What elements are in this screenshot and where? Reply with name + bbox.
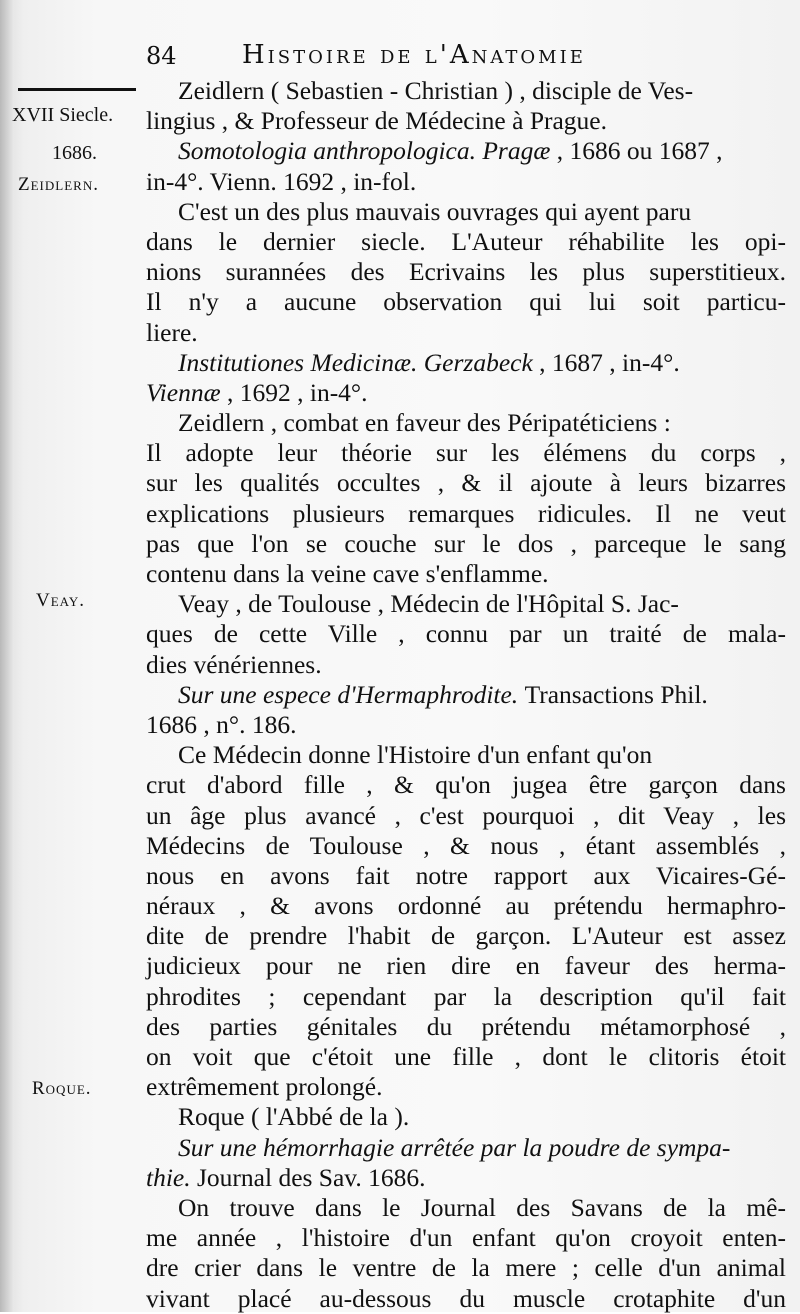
text-line: explications plusieurs remarques ridicules. Il ne veut [146, 498, 786, 528]
text-line: vivant placé au-dessous du muscle crotaphite d'un [146, 1283, 786, 1313]
text-line: crut d'abord fille , & qu'on jugea être garçon dans [146, 770, 786, 800]
text-line: néraux , & avons ordonné au prétendu hermaphro- [146, 891, 786, 921]
text-line: dite de prendre l'habit de garçon. L'Auteur est assez [146, 921, 786, 951]
text-line: dies vénériennes. [146, 649, 322, 679]
text-line: Sur une hémorrhagie arrêtée par la poudre de sympa- [178, 1132, 731, 1162]
text-line: on voit que c'étoit une fille , dont le clitoris étoit [146, 1042, 786, 1071]
text-line: nous en avons fait notre rapport aux Vicaires-Gé- [146, 860, 786, 890]
text-line: nions surannées des Ecrivains les plus superstitieux. [146, 257, 786, 287]
margin-author-veay: Veay. [36, 590, 85, 611]
text-line: liere. [146, 317, 198, 347]
margin-rule [18, 88, 136, 91]
margin-year: 1686. [52, 142, 97, 164]
text-line: thie. Journal des Sav. 1686. [146, 1162, 426, 1192]
body-text [146, 76, 786, 1314]
text-line: Somotologia anthropologica. Pragæ , 1686 ou 1687 , [178, 136, 723, 166]
text-line: des parties génitales du prétendu métamorphosé , [146, 1011, 786, 1041]
page-header [146, 36, 796, 76]
text-line: 1686 , n°. 186. [146, 709, 297, 739]
text-line: On trouve dans le Journal des Savans de la mê- [178, 1192, 786, 1222]
text-line: pas que l'on se couche sur le dos , parceque le sang [146, 528, 786, 558]
margin-author-zeidlern: Zeidlern. [18, 174, 99, 195]
text-line: Veay , de Toulouse , Médecin de l'Hôpital S. Jac- [178, 589, 679, 619]
text-line: sur les qualités occultes , & il ajoute à leurs bizarres [146, 468, 786, 498]
text-line: phrodites ; cependant par la description qu'il fait [146, 981, 786, 1011]
text-line: me année , l'histoire d'un enfant qu'on croyoit enten- [146, 1223, 786, 1253]
text-line: Il n'y a aucune observation qui lui soit particu- [146, 287, 786, 317]
page-gutter-shadow [0, 0, 14, 1312]
text-line: dre crier dans le ventre de la mere ; celle d'un animal [146, 1253, 786, 1283]
running-title: Histoire de l'Anatomie [242, 40, 586, 70]
text-line: ques de cette Ville , connu par un traité de mala- [146, 619, 786, 649]
text-line: Institutiones Medicinæ. Gerzabeck , 1687 , in-4°. [178, 347, 680, 377]
text-line: Sur une espece d'Hermaphrodite. Transactions Phil. [178, 679, 708, 709]
text-line: contenu dans la veine cave s'enflamme. [146, 559, 549, 588]
text-line: dans le dernier siecle. L'Auteur réhabilite les opi- [146, 226, 786, 256]
text-line: Zeidlern ( Sebastien - Christian ) , disciple de Ves- [178, 76, 694, 105]
text-line: in-4°. Vienn. 1692 , in-fol. [146, 166, 417, 196]
text-line: C'est un des plus mauvais ouvrages qui ayent paru [178, 196, 692, 226]
page-number: 84 [146, 42, 177, 70]
text-line: Viennæ , 1692 , in-4°. [146, 377, 368, 407]
text-line: Ce Médecin donne l'Histoire d'un enfant qu'on [178, 740, 653, 770]
text-line: Zeidlern , combat en faveur des Péripatéticiens : [178, 408, 671, 438]
text-line: judicieux pour ne rien dire en faveur des herma- [146, 951, 786, 981]
text-line: Il adopte leur théorie sur les élémens du corps , [146, 438, 786, 468]
margin-author-roque: Roque. [32, 1078, 92, 1099]
text-line: un âge plus avancé , c'est pourquoi , dit Veay , les [146, 800, 786, 830]
text-line: extrêmement prolongé. [146, 1072, 383, 1102]
margin-century: XVII Siecle. [12, 104, 114, 126]
text-line: Médecins de Toulouse , & nous , étant assemblés , [146, 830, 786, 860]
text-line: lingius , & Professeur de Médecine à Prague. [146, 106, 608, 136]
text-line: Roque ( l'Abbé de la ). [178, 1102, 410, 1132]
